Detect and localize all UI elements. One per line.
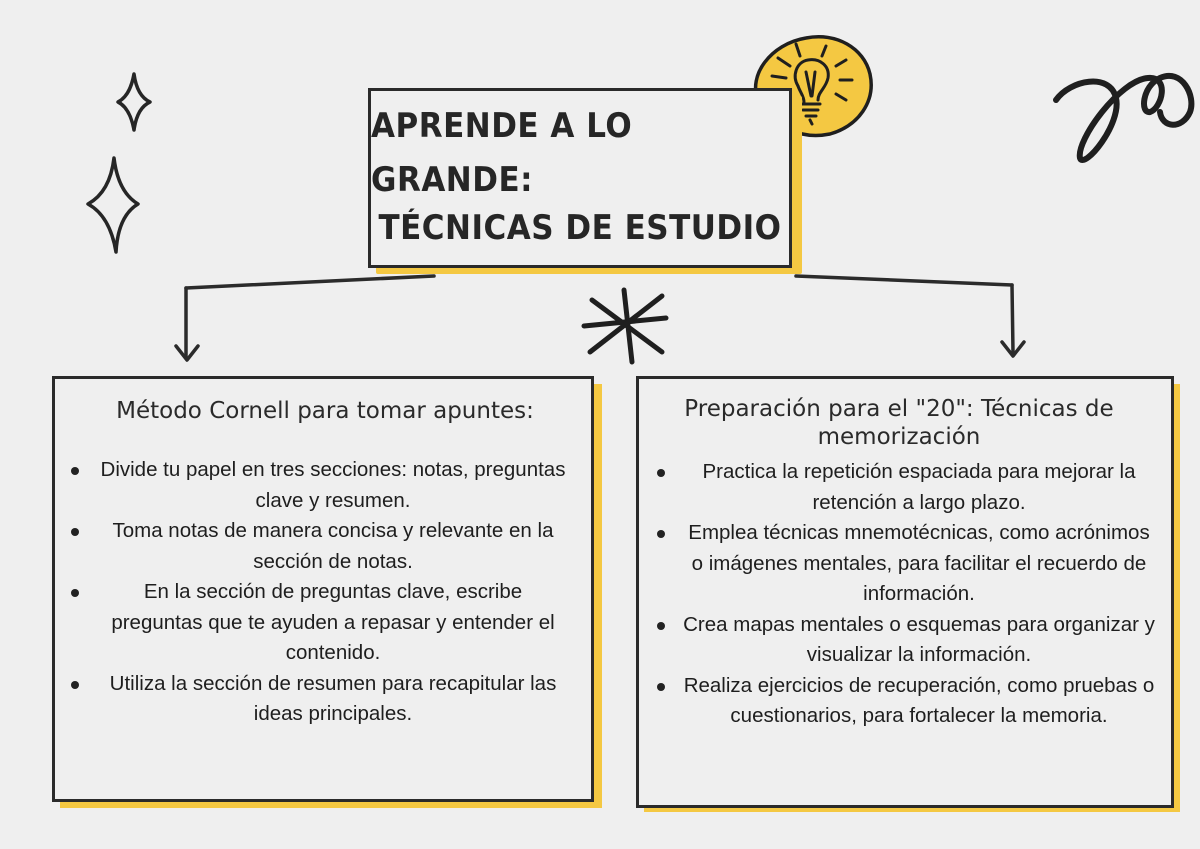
squiggle-icon [1056,76,1191,160]
sparkle-large-icon [88,158,138,252]
arrow-down-icon [1002,342,1024,356]
arrow-down-icon [176,346,198,360]
list-item [61,455,577,516]
memorization-heading-line-2: memorización [817,424,981,450]
list-item [61,516,577,577]
bullet-icon [657,469,665,477]
list-item-text: En la sección de preguntas clave, escribe preguntas que te ayuden a repasar y entender el contenido. [111,580,555,664]
connector-lines [186,276,1013,356]
title-line-1: APRENDE A LO GRANDE: [371,106,633,200]
memorization-heading-line-1: Preparación para el "20": Técnicas de [684,396,1114,422]
list-item [647,671,1163,732]
list-item-text: Emplea técnicas mnemotécnicas, como acrónimos o imágenes mentales, para facilitar el recuerdo de información. [688,521,1150,605]
cornell-method-box [52,376,594,802]
bullet-icon [71,589,79,597]
title-box [368,88,792,268]
list-item-text: Toma notas de manera concisa y relevante en la sección de notas. [112,519,554,573]
cornell-heading: Método Cornell para tomar apuntes: [116,398,534,424]
bullet-icon [657,530,665,538]
list-item [647,610,1163,671]
memorization-list [647,457,1163,732]
list-item-text: Divide tu papel en tres secciones: notas, preguntas clave y resumen. [100,458,566,512]
sparkle-small-icon [118,74,150,130]
bullet-icon [71,681,79,689]
memorization-box [636,376,1174,808]
list-item-text: Realiza ejercicios de recuperación, como pruebas o cuestionarios, para fortalecer la memoria. [683,673,1155,727]
list-item [647,457,1163,518]
list-item [647,518,1163,610]
bullet-icon [71,467,79,475]
memorization-heading [639,395,1159,451]
bullet-icon [71,528,79,536]
bullet-icon [657,683,665,691]
title-line-2: TÉCNICAS DE ESTUDIO [378,208,782,248]
list-item [61,577,577,669]
list-item [61,669,577,730]
asterisk-icon [584,290,666,362]
list-item-text: Crea mapas mentales o esquemas para organizar y visualizar la información. [683,612,1155,666]
cornell-list [61,455,577,730]
list-item-text: Practica la repetición espaciada para mejorar la retención a largo plazo. [702,460,1136,514]
list-item-text: Utiliza la sección de resumen para recapitular las ideas principales. [109,671,557,725]
bullet-icon [657,622,665,630]
